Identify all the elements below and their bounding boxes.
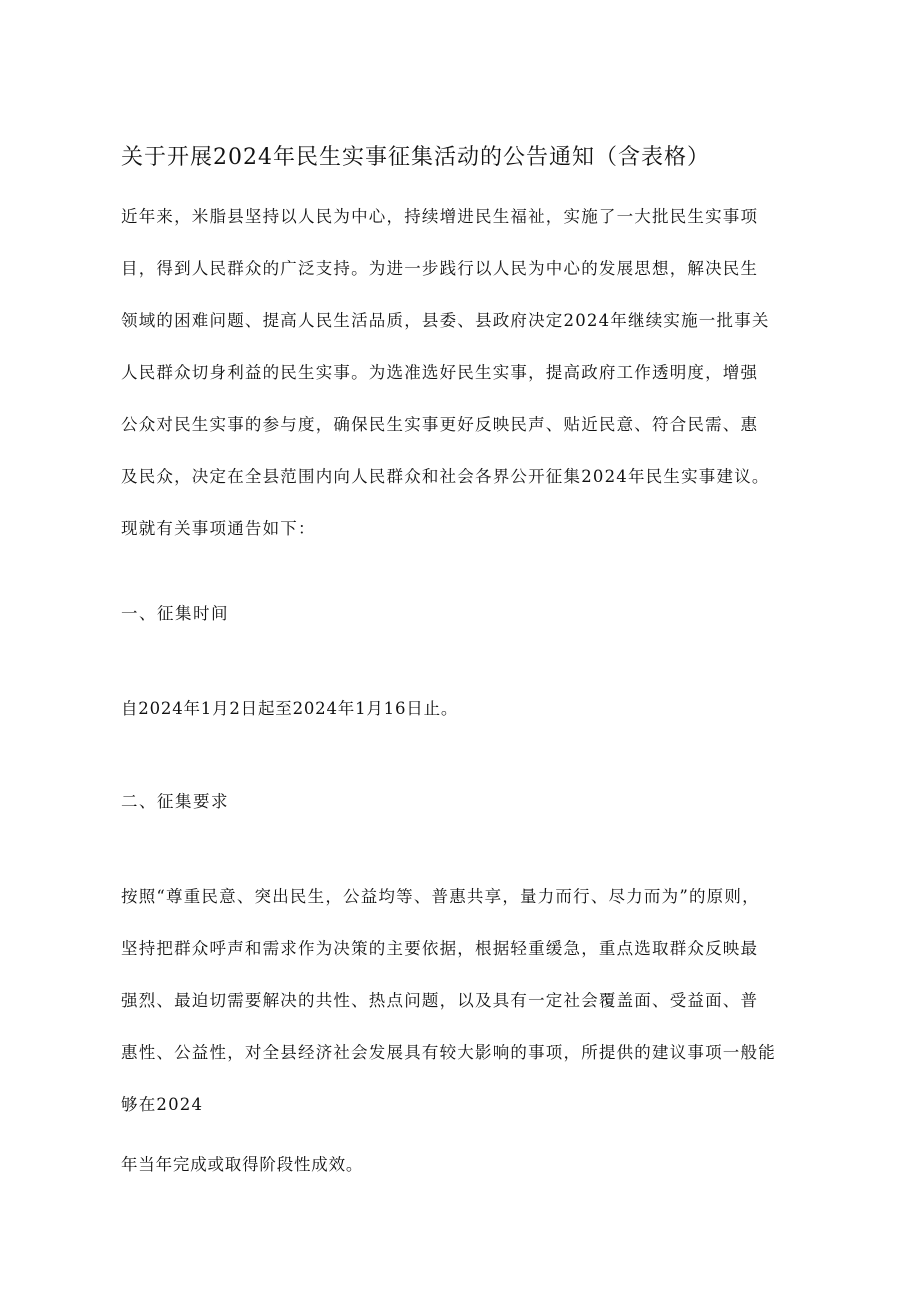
- intro-line: 公众对民生实事的参与度，确保民生实事更好反映民声、贴近民意、符合民需、惠: [121, 415, 759, 434]
- requirements-line: 强烈、最迫切需要解决的共性、热点问题，以及具有一定社会覆盖面、受益面、普: [121, 991, 759, 1010]
- section-heading-collection-time: 一、征集时间: [121, 604, 229, 623]
- requirements-line: 坚持把群众呼声和需求作为决策的主要依据，根据轻重缓急，重点选取群众反映最: [121, 939, 759, 958]
- requirements-line: 按照“尊重民意、突出民生，公益均等、普惠共享，量力而行、尽力而为”的原则，: [121, 887, 760, 906]
- intro-line: 现就有关事项通告如下：: [121, 519, 316, 538]
- document-title: 关于开展2024年民生实事征集活动的公告通知（含表格）: [121, 145, 710, 170]
- requirements-paragraph: [121, 871, 803, 1131]
- section-body-collection-time: 自2024年1月2日起至2024年1月16日止。: [121, 699, 459, 718]
- requirements-line: 惠性、公益性，对全县经济社会发展具有较大影响的事项，所提供的建议事项一般能: [121, 1043, 776, 1062]
- requirements-line: 够在2024: [121, 1095, 204, 1114]
- intro-line: 及民众，决定在全县范围内向人民群众和社会各界公开征集2024年民生实事建议。: [121, 467, 770, 486]
- intro-line: 人民群众切身利益的民生实事。为选准选好民生实事，提高政府工作透明度，增强: [121, 363, 759, 382]
- intro-paragraph: [121, 191, 803, 555]
- intro-line: 目，得到人民群众的广泛支持。为进一步践行以人民为中心的发展思想，解决民生: [121, 259, 759, 278]
- intro-line: 领域的困难问题、提高人民生活品质，县委、县政府决定2024年继续实施一批事关: [121, 311, 770, 330]
- intro-line: 近年来，米脂县坚持以人民为中心，持续增进民生福祉，实施了一大批民生实事项: [121, 207, 759, 226]
- requirements-tail-line: 年当年完成或取得阶段性成效。: [121, 1155, 364, 1174]
- section-heading-collection-requirements: 二、征集要求: [121, 792, 229, 811]
